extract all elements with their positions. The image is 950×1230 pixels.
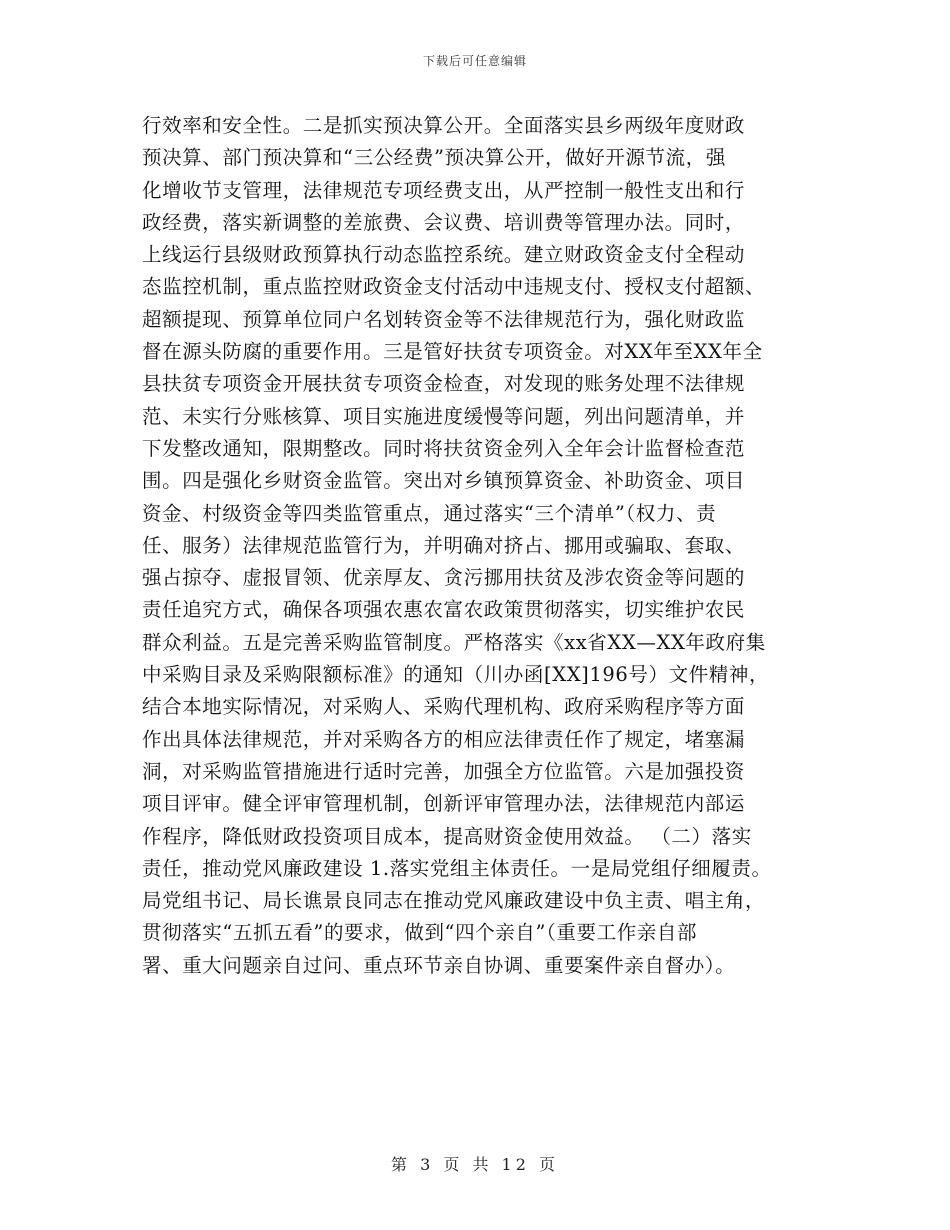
text-line: 署、重大问题亲自过问、重点环节亲自协调、重要案件亲自督办）。 [142,953,736,977]
page-number: 第 3 页 共 12 页 [391,1155,559,1174]
text-line: 下发整改通知，限期整改。同时将扶贫资金列入全年会计监督检查范 [142,436,746,460]
text-line: 政经费，落实新调整的差旅费、会议费、培训费等管理办法。同时， [142,210,746,234]
text-line: 化增收节支管理，法律规范专项经费支出，从严控制一般性支出和行 [142,178,746,202]
text-line: 任、服务）法律规范监管行为，并明确对挤占、挪用或骗取、套取、 [142,533,746,557]
text-line: 态监控机制，重点监控财政资金支付活动中违规支付、授权支付超额、 [142,275,766,299]
text-line: 超额提现、预算单位同户名划转资金等不法律规范行为，强化财政监 [142,307,746,331]
text-line: 资金、村级资金等四类监管重点，通过落实“三个清单”（权力、责 [142,501,717,525]
text-line: 预决算、部门预决算和“三公经费”预决算公开，做好开源节流，强 [142,146,726,170]
text-line: 结合本地实际情况，对采购人、采购代理机构、政府采购程序等方面 [142,695,746,719]
text-line: 项目评审。健全评审管理机制，创新评审管理办法，法律规范内部运 [142,792,746,816]
text-line: 上线运行县级财政预算执行动态监控系统。建立财政资金支付全程动 [142,243,746,267]
text-line: 作程序，降低财政投资项目成本，提高财资金使用效益。 （二）落实 [142,824,752,848]
text-line: 群众利益。五是完善采购监管制度。严格落实《xx省XX—XX年政府集 [142,630,766,654]
text-line: 责任，推动党风廉政建设 1.落实党组主体责任。一是局党组仔细履责。 [142,856,772,880]
text-line: 中采购目录及采购限额标准》的通知（川办函[XX]196号）文件精神， [142,663,770,687]
text-line: 围。四是强化乡财资金监管。突出对乡镇预算资金、补助资金、项目 [142,469,746,493]
text-line: 贯彻落实“五抓五看”的要求，做到“四个亲自”（重要工作亲自部 [142,921,698,945]
page-header: 下载后可任意编辑 [422,54,527,68]
text-line: 作出具体法律规范，并对采购各方的相应法律责任作了规定，堵塞漏 [142,727,746,751]
text-line: 洞，对采购监管措施进行适时完善，加强全方位监管。六是加强投资 [142,759,746,783]
text-line: 行效率和安全性。二是抓实预决算公开。全面落实县乡两级年度财政 [142,114,746,137]
text-line: 督在源头防腐的重要作用。三是管好扶贫专项资金。对XX年至XX年全 [142,340,763,364]
text-line: 范、未实行分账核算、项目实施进度缓慢等问题，列出问题清单，并 [142,404,746,428]
body-text [142,110,842,982]
text-line: 责任追究方式，确保各项强农惠农富农政策贯彻落实，切实维护农民 [142,598,746,622]
text-line: 强占掠夺、虚报冒领、优亲厚友、贪污挪用扶贫及涉农资金等问题的 [142,566,746,590]
text-line: 县扶贫专项资金开展扶贫专项资金检查，对发现的账务处理不法律规 [142,372,746,396]
text-line: 局党组书记、局长谯景良同志在推动党风廉政建设中负主责、唱主角， [142,889,766,913]
